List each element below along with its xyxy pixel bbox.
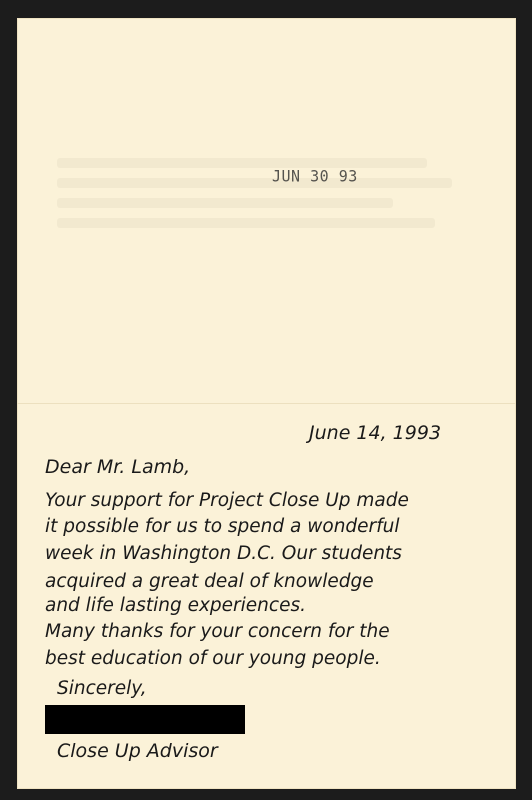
- fold-crease: [17, 403, 516, 404]
- body-line: best education of our young people.: [45, 648, 381, 669]
- show-through-text: [57, 148, 477, 258]
- signature-title: Close Up Advisor: [57, 740, 218, 762]
- received-date-stamp: JUN 30 93: [272, 166, 358, 186]
- body-line: Your support for Project Close Up made: [45, 490, 409, 511]
- letter-date: June 14, 1993: [309, 422, 442, 444]
- salutation: Dear Mr. Lamb,: [45, 456, 191, 478]
- body-line: acquired a great deal of knowledge: [45, 571, 374, 592]
- closing: Sincerely,: [57, 678, 147, 699]
- letter-page: [17, 18, 516, 789]
- body-line: it possible for us to spend a wonderful: [45, 516, 400, 537]
- body-line: and life lasting experiences.: [45, 595, 306, 616]
- body-line: week in Washington D.C. Our students: [45, 543, 402, 564]
- body-line: Many thanks for your concern for the: [45, 621, 390, 642]
- redacted-signature: [45, 705, 245, 734]
